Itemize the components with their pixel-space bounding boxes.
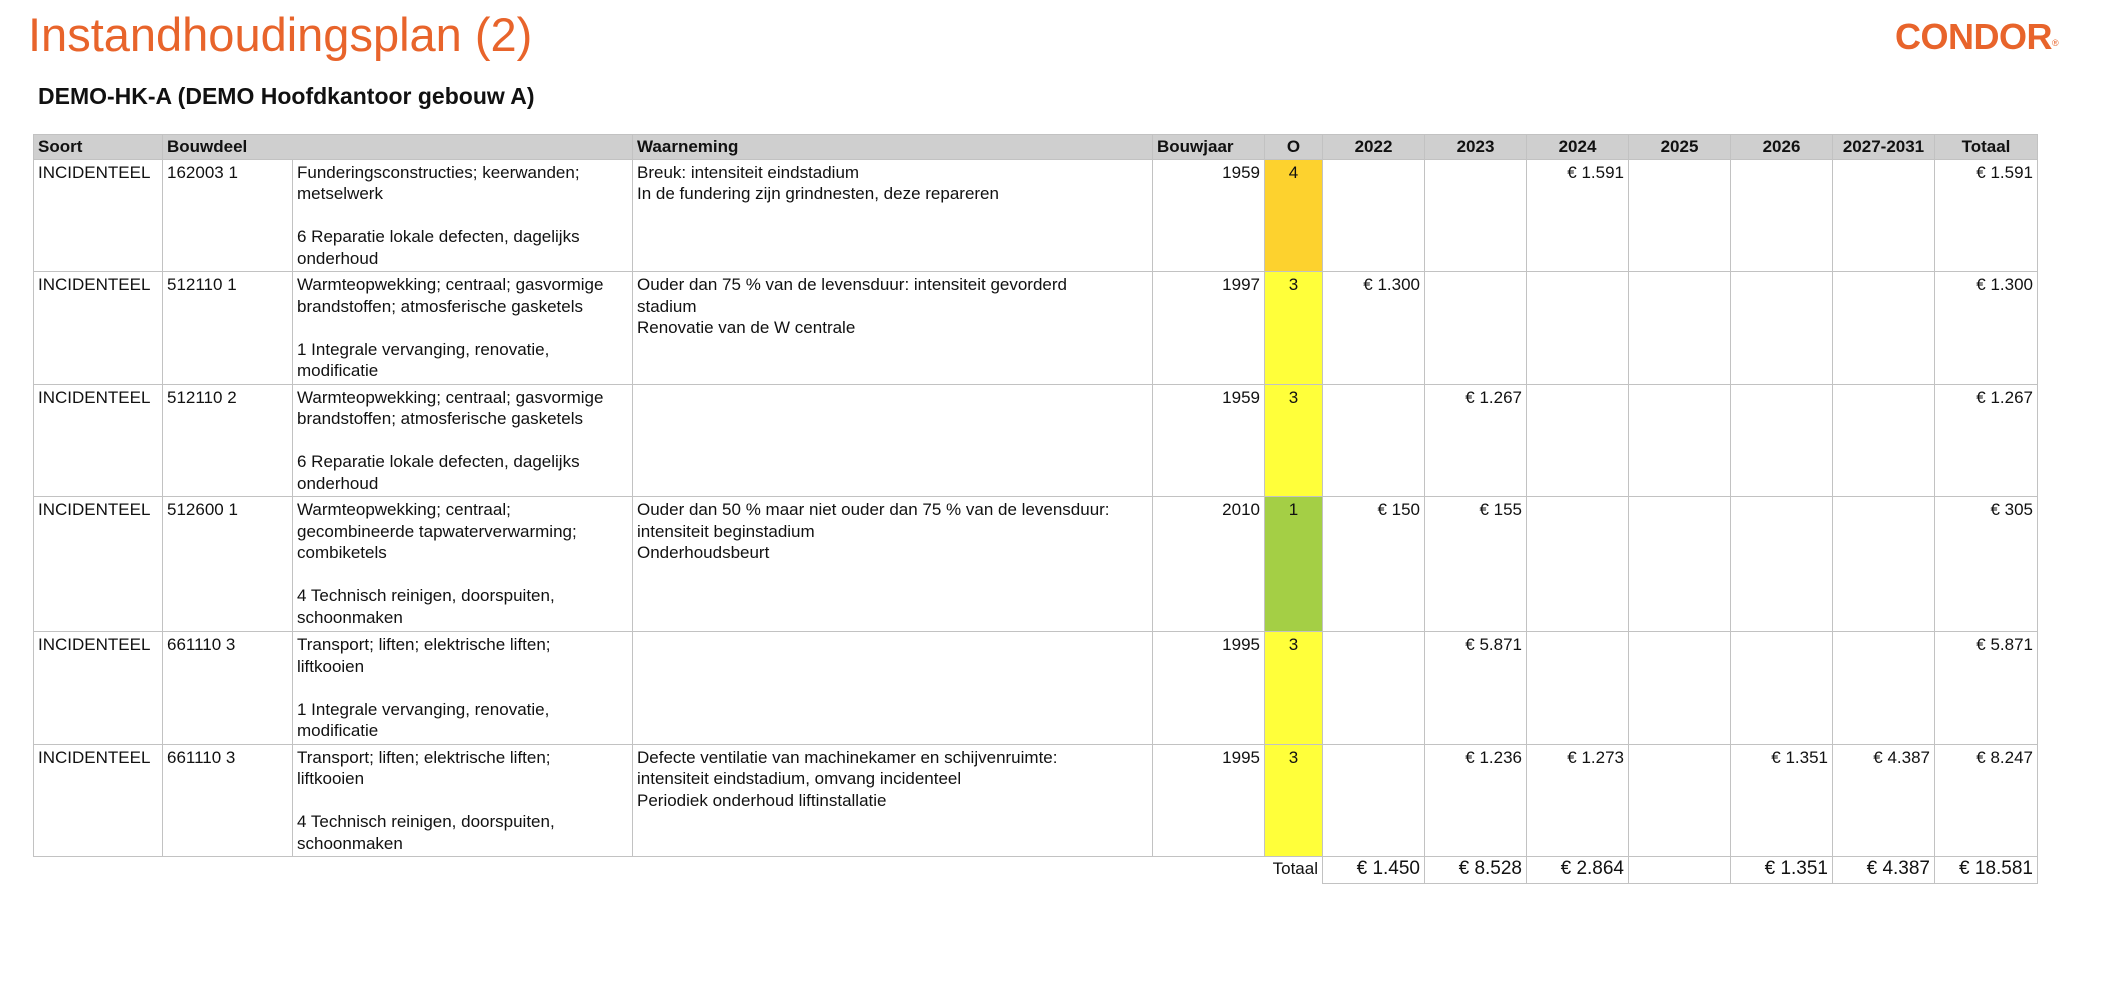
col-header-2025: 2025 [1629,135,1731,160]
condor-logo [1895,14,2058,60]
cell-soort: INCIDENTEEL [34,632,163,745]
cell-element [293,497,633,632]
element-action-line: 1 Integrale vervanging, renovatie, [297,699,550,719]
col-header-waarneming: Waarneming [633,135,1153,160]
cell-code: 162003 1 [163,159,293,272]
cell-bouwjaar: 1995 [1153,632,1265,745]
element-desc-line: liftkooien [297,769,365,788]
cell-conditie: 3 [1265,632,1323,745]
cell-2024 [1527,632,1629,745]
cell-totaal: € 1.591 [1935,159,2038,272]
observation-line: Defecte ventilatie van machinekamer en schijvenruimte: [637,747,1058,767]
cell-code: 512110 2 [163,384,293,497]
observation-line: Periodiek onderhoud liftinstallatie [637,790,887,810]
cell-2025 [1629,632,1731,745]
cell-bouwjaar: 1959 [1153,159,1265,272]
cell-2025 [1629,497,1731,632]
table-row [34,384,2038,497]
col-header-bouwjaar: Bouwjaar [1153,135,1265,160]
cell-2023 [1425,272,1527,385]
cell-2025 [1629,159,1731,272]
cell-2026 [1731,384,1833,497]
maintenance-plan-table [33,134,2038,884]
element-action-line: 1 Integrale vervanging, renovatie, [297,339,550,359]
cell-element [293,744,633,857]
cell-2027-2031 [1833,497,1935,632]
cell-2025 [1629,272,1731,385]
cell-2022 [1323,384,1425,497]
cell-2023 [1425,159,1527,272]
cell-2022 [1323,632,1425,745]
cell-code: 661110 3 [163,632,293,745]
cell-2023: € 1.267 [1425,384,1527,497]
observation-line: Onderhoudsbeurt [637,543,770,562]
observation-line: intensiteit beginstadium [637,521,815,541]
cell-soort: INCIDENTEEL [34,159,163,272]
element-action-line: schoonmaken [297,833,403,853]
col-header-bouwdeel: Bouwdeel [163,135,633,160]
cell-2024: € 1.591 [1527,159,1629,272]
cell-2024 [1527,384,1629,497]
total-2024: € 2.864 [1527,857,1629,884]
cell-totaal: € 8.247 [1935,744,2038,857]
element-action-line: 4 Technisch reinigen, doorspuiten, [297,812,555,831]
cell-code: 512600 1 [163,497,293,632]
total-2025 [1629,857,1731,884]
page-title: Instandhoudingsplan (2) [28,8,533,61]
col-header-2026: 2026 [1731,135,1833,160]
element-action-line: 6 Reparatie lokale defecten, dagelijks [297,227,580,246]
cell-2025 [1629,384,1731,497]
cell-2026 [1731,497,1833,632]
cell-conditie: 3 [1265,384,1323,497]
cell-element [293,384,633,497]
cell-2022 [1323,744,1425,857]
cell-2027-2031 [1833,272,1935,385]
col-header-2023: 2023 [1425,135,1527,160]
element-desc-line: Funderingsconstructies; keerwanden; [297,162,580,182]
cell-totaal: € 1.300 [1935,272,2038,385]
cell-2027-2031 [1833,384,1935,497]
element-desc-line: combiketels [297,543,387,562]
observation-line: In de fundering zijn grindnesten, deze repareren [637,184,999,203]
cell-bouwjaar: 2010 [1153,497,1265,632]
cell-bouwjaar: 1997 [1153,272,1265,385]
building-title: DEMO-HK-A (DEMO Hoofdkantoor gebouw A) [38,83,535,109]
element-desc-line: brandstoffen; atmosferische gasketels [297,296,584,316]
cell-bouwjaar: 1959 [1153,384,1265,497]
cell-element [293,272,633,385]
cell-2027-2031: € 4.387 [1833,744,1935,857]
table-row [34,632,2038,745]
element-action-line: schoonmaken [297,607,403,627]
cell-waarneming [633,744,1153,857]
cell-2023: € 5.871 [1425,632,1527,745]
cell-waarneming [633,632,1153,745]
table-row [34,744,2038,857]
cell-2024 [1527,272,1629,385]
cell-soort: INCIDENTEEL [34,744,163,857]
cell-waarneming [633,272,1153,385]
observation-line: Ouder dan 75 % van de levensduur: intensiteit gevorderd [637,275,1067,294]
cell-conditie: 1 [1265,497,1323,632]
cell-code: 661110 3 [163,744,293,857]
total-2027-2031: € 4.387 [1833,857,1935,884]
element-action-line: onderhoud [297,248,379,268]
cell-2022: € 1.300 [1323,272,1425,385]
cell-2026 [1731,632,1833,745]
observation-line: intensiteit eindstadium, omvang incidenteel [637,769,962,788]
cell-soort: INCIDENTEEL [34,497,163,632]
cell-2025 [1629,744,1731,857]
col-header-2027-2031: 2027-2031 [1833,135,1935,160]
total-2022: € 1.450 [1323,857,1425,884]
element-action-line: 4 Technisch reinigen, doorspuiten, [297,586,555,605]
table-row [34,497,2038,632]
observation-line: Ouder dan 50 % maar niet ouder dan 75 % van de levensduur: [637,500,1110,519]
cell-waarneming [633,159,1153,272]
col-header-soort: Soort [34,135,163,160]
element-action-line: modificatie [297,361,379,380]
total-2026: € 1.351 [1731,857,1833,884]
table-row [34,272,2038,385]
observation-line: Renovatie van de W centrale [637,318,856,337]
cell-2022 [1323,159,1425,272]
cell-conditie: 4 [1265,159,1323,272]
cell-2024 [1527,497,1629,632]
cell-totaal: € 1.267 [1935,384,2038,497]
cell-element [293,632,633,745]
element-action-line: onderhoud [297,473,379,493]
observation-line: Breuk: intensiteit eindstadium [637,162,860,182]
cell-2023: € 1.236 [1425,744,1527,857]
observation-line: stadium [637,296,697,316]
cell-conditie: 3 [1265,272,1323,385]
table-row [34,159,2038,272]
cell-totaal: € 5.871 [1935,632,2038,745]
col-header-totaal: Totaal [1935,135,2038,160]
cell-2026 [1731,159,1833,272]
totals-row [34,857,2038,884]
cell-2026: € 1.351 [1731,744,1833,857]
cell-soort: INCIDENTEEL [34,272,163,385]
element-desc-line: gecombineerde tapwaterverwarming; [297,521,577,541]
element-desc-line: Transport; liften; elektrische liften; [297,747,551,767]
cell-2022: € 150 [1323,497,1425,632]
total-overall: € 18.581 [1935,857,2038,884]
col-header-2022: 2022 [1323,135,1425,160]
cell-waarneming [633,384,1153,497]
totals-label: Totaal [1272,859,1318,878]
cell-conditie: 3 [1265,744,1323,857]
logo-text: CONDOR [1895,16,2052,57]
cell-element [293,159,633,272]
element-desc-line: Warmteopwekking; centraal; gasvormige [297,387,604,407]
element-desc-line: liftkooien [297,656,365,676]
cell-code: 512110 1 [163,272,293,385]
cell-soort: INCIDENTEEL [34,384,163,497]
cell-2027-2031 [1833,632,1935,745]
element-desc-line: Warmteopwekking; centraal; [297,500,511,519]
cell-2027-2031 [1833,159,1935,272]
cell-totaal: € 305 [1935,497,2038,632]
col-header-conditie: O [1265,135,1323,160]
element-desc-line: Transport; liften; elektrische liften; [297,635,551,654]
logo-registered-mark: ® [2052,38,2059,48]
col-header-2024: 2024 [1527,135,1629,160]
element-desc-line: metselwerk [297,184,383,203]
element-action-line: modificatie [297,721,379,740]
table-header-row [34,135,2038,160]
cell-waarneming [633,497,1153,632]
element-desc-line: Warmteopwekking; centraal; gasvormige [297,275,604,294]
element-action-line: 6 Reparatie lokale defecten, dagelijks [297,452,580,471]
cell-bouwjaar: 1995 [1153,744,1265,857]
cell-2026 [1731,272,1833,385]
cell-2023: € 155 [1425,497,1527,632]
cell-2024: € 1.273 [1527,744,1629,857]
element-desc-line: brandstoffen; atmosferische gasketels [297,409,584,428]
total-2023: € 8.528 [1425,857,1527,884]
